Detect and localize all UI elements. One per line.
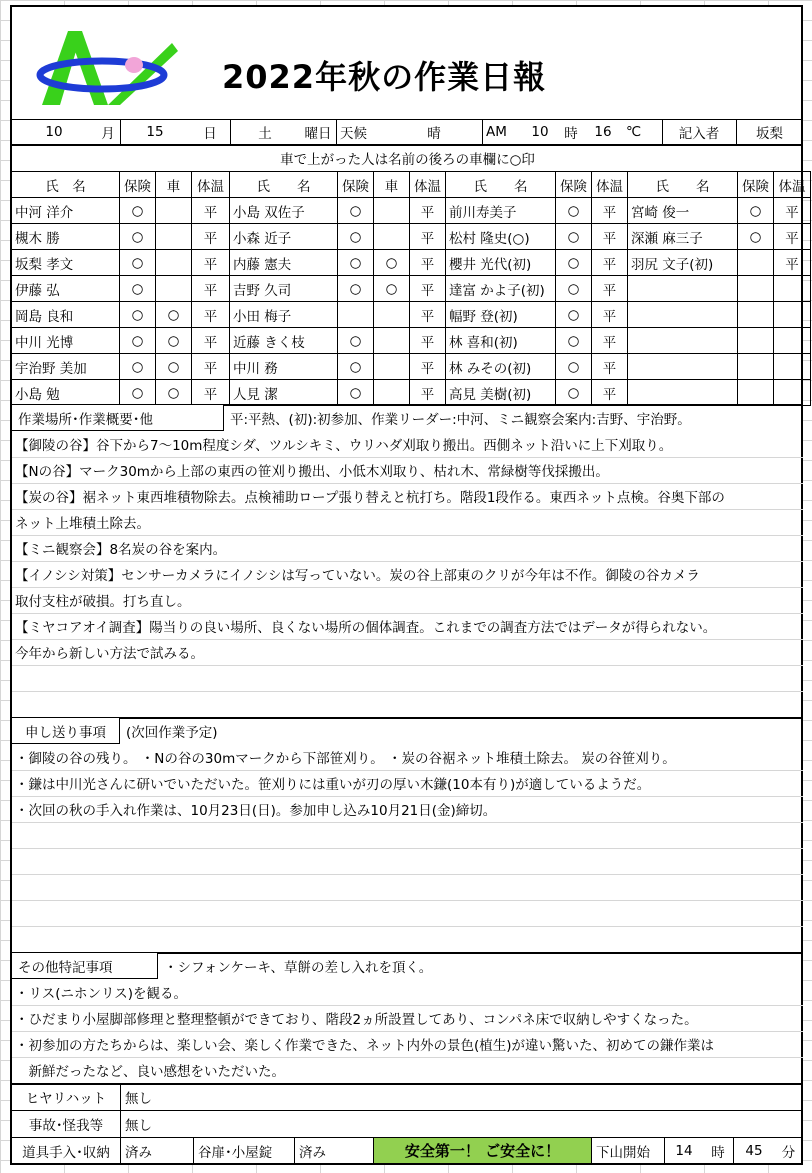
tools-value: 済み [125, 1144, 152, 1161]
member-name-cell: 深瀬 麻三子 [628, 224, 738, 250]
handover-subtitle: (次回作業予定) [126, 725, 218, 741]
table-cell: ○ [556, 302, 592, 328]
table-cell: ○ [120, 354, 156, 380]
handover-label: 申し送り事項 [12, 718, 120, 744]
table-cell [374, 380, 410, 406]
work-line: 【イノシシ対策】センサーカメラにイノシシは写っていない。炭の谷上部東のクリが今年は不作。御陵の谷カメラ [15, 568, 700, 584]
member-name-cell: 小森 近子 [230, 224, 338, 250]
work-line: ネット上堆積土除去。 [15, 516, 150, 532]
table-cell: ○ [120, 328, 156, 354]
table-cell: ○ [338, 354, 374, 380]
recorder-label: 記入者 [678, 126, 720, 142]
column-header: 保険 [556, 172, 592, 198]
column-header: 保険 [120, 172, 156, 198]
member-name-cell: 達富 かよ子(初) [446, 276, 556, 302]
attendance-header-row [12, 172, 811, 198]
other-body [12, 979, 803, 1083]
member-name-cell: 吉野 久司 [230, 276, 338, 302]
table-cell: 平 [592, 198, 628, 224]
page-title: 2022年秋の作業日報 [222, 58, 547, 96]
table-cell [374, 354, 410, 380]
column-header: 保険 [738, 172, 774, 198]
member-name-cell: 坂梨 孝文 [12, 250, 120, 276]
temperature-value: 16 [594, 124, 612, 140]
table-cell [774, 328, 811, 354]
other-label: その他特記事項 [12, 953, 158, 979]
table-cell: ○ [338, 198, 374, 224]
work-body [12, 431, 803, 717]
table-cell: 平 [192, 380, 230, 406]
member-name-cell: 宮崎 俊一 [628, 198, 738, 224]
descent-minute-unit: 分 [781, 1144, 796, 1161]
table-row [12, 198, 811, 224]
table-cell [774, 276, 811, 302]
member-name-cell: 伊藤 弘 [12, 276, 120, 302]
table-cell: ○ [156, 328, 192, 354]
table-row [12, 302, 811, 328]
table-cell: ○ [120, 380, 156, 406]
work-line: 【炭の谷】裾ネット東西堆積物除去。点検補助ロープ張り替えと杭打ち。階段1段作る。東西ネット点検。谷奥下部の [15, 490, 725, 506]
table-cell [374, 328, 410, 354]
table-cell: 平 [192, 354, 230, 380]
table-cell [374, 224, 410, 250]
table-row [12, 380, 811, 406]
member-name-cell: 中河 洋介 [12, 198, 120, 224]
table-cell: ○ [338, 276, 374, 302]
table-cell [774, 380, 811, 406]
table-cell: 平 [592, 328, 628, 354]
work-line: 取付支柱が破損。打ち直し。 [15, 594, 191, 610]
member-name-cell [628, 302, 738, 328]
month-unit: 月 [101, 126, 115, 142]
column-header: 氏 名 [628, 172, 738, 198]
column-header: 車 [156, 172, 192, 198]
other-line: ・初参加の方たちからは、楽しい会、楽しく作業できた、ネット内外の景色(植生)が違い驚いた、初めての鎌作業は [15, 1038, 715, 1054]
table-cell: ○ [338, 224, 374, 250]
member-name-cell: 小島 双佐子 [230, 198, 338, 224]
table-row [12, 276, 811, 302]
table-cell: 平 [774, 250, 811, 276]
column-header: 体温 [774, 172, 811, 198]
weekday-label: 曜日 [304, 126, 332, 142]
table-cell: ○ [338, 380, 374, 406]
work-line: 【御陵の谷】谷下から7～10m程度シダ、ツルシキミ、ウリハダ刈取り搬出。西側ネット沿いに上下刈取り。 [15, 438, 673, 454]
table-cell [774, 354, 811, 380]
table-cell: 平 [774, 198, 811, 224]
work-line: 【ミヤコアオイ調査】陽当りの良い場所、良くない場所の個体調査。これまでの調査方法ではデータが得られない。 [15, 620, 717, 636]
table-cell: 平 [410, 250, 446, 276]
recorder-name: 坂梨 [756, 126, 783, 142]
member-name-cell: 幅野 登(初) [446, 302, 556, 328]
table-cell: ○ [738, 198, 774, 224]
member-name-cell: 小島 勉 [12, 380, 120, 406]
member-name-cell: 櫻井 光代(初) [446, 250, 556, 276]
table-cell [156, 198, 192, 224]
tools-label: 道具手入･収納 [22, 1144, 110, 1161]
column-header: 氏 名 [12, 172, 120, 198]
member-name-cell: 人見 潔 [230, 380, 338, 406]
table-cell: ○ [556, 250, 592, 276]
table-cell [156, 276, 192, 302]
table-cell: 平 [592, 302, 628, 328]
member-name-cell: 林 みその(初) [446, 354, 556, 380]
table-cell: ○ [156, 380, 192, 406]
table-cell [156, 224, 192, 250]
other-first-line: ・シフォンケーキ、草餅の差し入れを頂く。 [164, 960, 433, 976]
table-cell: ○ [120, 198, 156, 224]
weather-label: 天候 [340, 126, 367, 142]
org-logo-icon [32, 21, 182, 113]
table-cell: 平 [592, 224, 628, 250]
member-name-cell [628, 328, 738, 354]
member-name-cell [628, 380, 738, 406]
accident-label: 事故･怪我等 [28, 1118, 104, 1134]
table-cell: 平 [410, 224, 446, 250]
member-name-cell [628, 276, 738, 302]
table-row [12, 354, 811, 380]
table-cell [374, 302, 410, 328]
near-miss-value: 無し [125, 1091, 152, 1107]
column-header: 氏 名 [446, 172, 556, 198]
work-line: 今年から新しい方法で試みる。 [15, 646, 204, 662]
table-cell: ○ [120, 250, 156, 276]
table-cell: ○ [738, 224, 774, 250]
table-cell: ○ [338, 250, 374, 276]
table-cell: ○ [156, 354, 192, 380]
table-cell: ○ [374, 276, 410, 302]
column-header: 氏 名 [230, 172, 338, 198]
member-name-cell: 高見 美樹(初) [446, 380, 556, 406]
descent-minute: 45 [745, 1142, 763, 1159]
table-cell: ○ [156, 302, 192, 328]
table-cell: 平 [192, 198, 230, 224]
member-name-cell: 宇治野 美加 [12, 354, 120, 380]
work-label: 作業場所･作業概要･他 [12, 405, 224, 431]
member-name-cell: 内藤 憲夫 [230, 250, 338, 276]
handover-line: ・御陵の谷の残り。 ・Nの谷の30mマークから下部笹刈り。 ・炭の谷裾ネット堆積土除去。 炭の谷笹刈り。 [15, 751, 676, 767]
table-row [12, 328, 811, 354]
day-unit: 日 [203, 126, 217, 142]
table-cell [338, 302, 374, 328]
table-cell: 平 [774, 224, 811, 250]
table-cell: 平 [410, 380, 446, 406]
accident-value: 無し [125, 1118, 152, 1134]
report-sheet [10, 5, 806, 1165]
table-cell: ○ [556, 224, 592, 250]
table-cell: 平 [592, 380, 628, 406]
member-name-cell: 羽尻 文子(初) [628, 250, 738, 276]
descent-hour-unit: 時 [711, 1144, 725, 1161]
safety-banner: 安全第一！ ご安全に！ [374, 1138, 591, 1163]
ampm-label: AM [486, 124, 507, 140]
table-cell: 平 [410, 354, 446, 380]
column-header: 体温 [410, 172, 446, 198]
member-name-cell: 岡島 良和 [12, 302, 120, 328]
table-cell [738, 380, 774, 406]
table-cell [156, 250, 192, 276]
near-miss-label: ヒヤリハット [25, 1091, 107, 1107]
table-cell: 平 [410, 328, 446, 354]
column-header: 車 [374, 172, 410, 198]
door-label: 谷扉･小屋錠 [198, 1144, 273, 1161]
handover-body [12, 744, 803, 952]
column-header: 保険 [338, 172, 374, 198]
table-cell: ○ [556, 380, 592, 406]
table-cell [774, 302, 811, 328]
table-cell: ○ [120, 224, 156, 250]
table-row [12, 250, 811, 276]
other-line: ・リス(ニホンリス)を観る。 [15, 986, 187, 1002]
day-value: 15 [146, 124, 164, 140]
member-name-cell: 近藤 きく枝 [230, 328, 338, 354]
table-cell [738, 276, 774, 302]
member-name-cell [628, 354, 738, 380]
door-value: 済み [299, 1144, 326, 1161]
table-cell [738, 328, 774, 354]
weather-value: 晴 [427, 126, 441, 142]
table-cell: 平 [192, 328, 230, 354]
column-header: 体温 [592, 172, 628, 198]
hour-value: 10 [531, 124, 549, 140]
weekday-value: 土 [258, 126, 272, 142]
table-cell [374, 198, 410, 224]
table-cell: ○ [120, 302, 156, 328]
attendance-table [11, 171, 811, 406]
table-cell: ○ [556, 354, 592, 380]
table-cell: 平 [592, 250, 628, 276]
table-cell: 平 [192, 250, 230, 276]
table-cell: 平 [410, 302, 446, 328]
member-name-cell: 槻木 勝 [12, 224, 120, 250]
column-header: 体温 [192, 172, 230, 198]
car-note: 車で上がった人は名前の後ろの車欄に○印 [280, 152, 535, 168]
other-line: ・ひだまり小屋脚部修理と整理整頓ができており、階段2ヵ所設置してあり、コンパネ床で収納しやすくなった。 [15, 1012, 698, 1028]
table-cell: 平 [592, 276, 628, 302]
handover-line: ・次回の秋の手入れ作業は、10月23日(日)。参加申し込み10月21日(金)締切。 [15, 803, 497, 819]
table-cell: ○ [556, 198, 592, 224]
temperature-unit: ℃ [626, 124, 642, 140]
table-cell: 平 [192, 224, 230, 250]
table-cell: 平 [192, 302, 230, 328]
table-cell: ○ [556, 276, 592, 302]
member-name-cell: 中川 務 [230, 354, 338, 380]
table-cell: 平 [192, 276, 230, 302]
table-cell: ○ [374, 250, 410, 276]
member-name-cell: 小田 梅子 [230, 302, 338, 328]
handover-line: ・鎌は中川光さんに研いでいただいた。笹刈りには重いが刃の厚い木鎌(10本有り)が適しているようだ。 [15, 777, 651, 793]
table-cell: 平 [592, 354, 628, 380]
member-name-cell: 前川寿美子 [446, 198, 556, 224]
work-line: 【Nの谷】マーク30mから上部の東西の笹刈り搬出、小低木刈取り、枯れ木、常緑樹等伐採搬出。 [15, 464, 609, 480]
member-name-cell: 林 喜和(初) [446, 328, 556, 354]
table-cell: ○ [120, 276, 156, 302]
table-row [12, 224, 811, 250]
other-line: 新鮮だったなど、良い感想をいただいた。 [15, 1064, 285, 1080]
table-cell [738, 354, 774, 380]
work-line: 【ミニ観察会】8名炭の谷を案内。 [15, 542, 227, 558]
descent-label: 下山開始 [596, 1144, 650, 1161]
member-name-cell: 松村 隆史(○) [446, 224, 556, 250]
table-cell: 平 [410, 198, 446, 224]
descent-hour: 14 [675, 1142, 693, 1159]
hour-unit: 時 [564, 126, 578, 142]
table-cell [738, 302, 774, 328]
table-cell: ○ [556, 328, 592, 354]
work-legend: 平:平熱、(初):初参加、作業リーダー:中河、ミニ観察会案内:吉野、宇治野。 [230, 412, 691, 428]
table-cell: ○ [338, 328, 374, 354]
member-name-cell: 中川 光博 [12, 328, 120, 354]
table-cell [738, 250, 774, 276]
table-cell: 平 [410, 276, 446, 302]
month-value: 10 [45, 124, 63, 140]
